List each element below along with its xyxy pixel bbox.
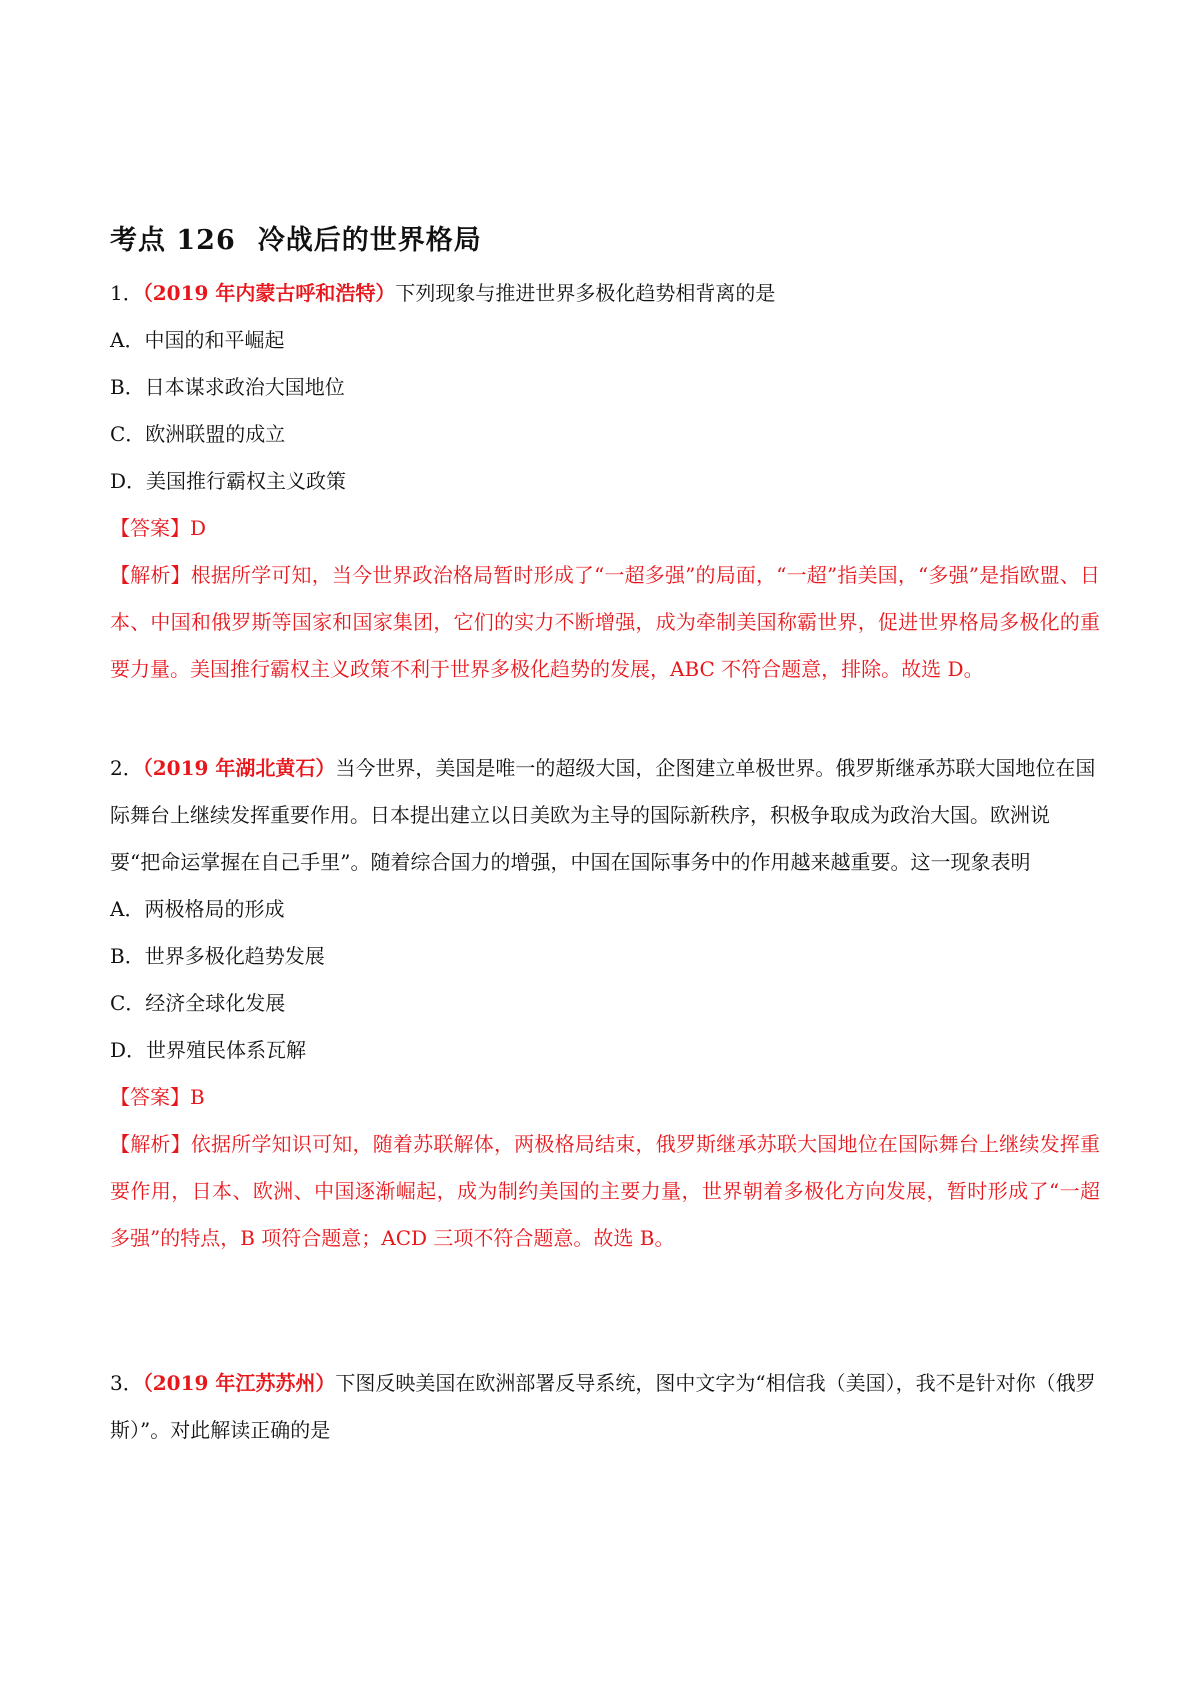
analysis-label: 【解析】	[110, 563, 191, 587]
question-source: （2019 年湖北黄石）	[142, 756, 336, 780]
question-2	[110, 745, 1100, 1262]
question-stem	[110, 1360, 1100, 1454]
section-title-text: 冷战后的世界格局	[257, 225, 482, 256]
analysis-text: 根据所学可知，当今世界政治格局暂时形成了“一超多强”的局面，“一超”指美国，“多强”是指欧盟、日本、中国和俄罗斯等国家和国家集团，它们的实力不断增强，成为牵制美国称霸世界，促进世界格局多极化的重要力量。美国推行霸权主义政策不利于世界多极化趋势的发展，ABC 不符合题意，排除。故选 D。	[110, 563, 1100, 681]
question-number: 3．	[110, 1371, 143, 1395]
question-number: 2．	[110, 756, 143, 780]
question-stem	[110, 745, 1100, 886]
option-a: A．两极格局的形成	[110, 897, 285, 921]
option-d: D．美国推行霸权主义政策	[110, 469, 347, 493]
question-stem	[110, 270, 1100, 317]
analysis	[110, 552, 1100, 693]
answer-label: 【答案】	[110, 1085, 190, 1109]
question-number: 1．	[110, 281, 143, 305]
question-text: 下列现象与推进世界多极化趋势相背离的是	[395, 281, 776, 305]
question-3	[110, 1360, 1100, 1454]
answer-label: 【答案】	[110, 516, 190, 540]
answer	[110, 1074, 1100, 1121]
analysis-label: 【解析】	[110, 1132, 191, 1156]
analysis	[110, 1121, 1100, 1262]
question-text: 当今世界，美国是唯一的超级大国，企图建立单极世界。俄罗斯继承苏联大国地位在国际舞台上继续发挥重要作用。日本提出建立以日美欧为主导的国际新秩序，积极争取成为政治大国。欧洲说要“把命运掌握在自己手里”。随着综合国力的增强，中国在国际事务中的作用越来越重要。这一现象表明	[110, 756, 1096, 874]
option-d: D．世界殖民体系瓦解	[110, 1038, 307, 1062]
question-text: 下图反映美国在欧洲部署反导系统，图中文字为“相信我（美国），我不是针对你（俄罗斯）”。对此解读正确的是	[110, 1371, 1096, 1442]
answer-value: B	[190, 1085, 205, 1109]
option-b: B．日本谋求政治大国地位	[110, 375, 345, 399]
question-source: （2019 年江苏苏州）	[142, 1371, 336, 1395]
option-b: B．世界多极化趋势发展	[110, 944, 325, 968]
option-c: C．欧洲联盟的成立	[110, 422, 286, 446]
answer	[110, 505, 1100, 552]
option-c: C．经济全球化发展	[110, 991, 286, 1015]
question-1	[110, 270, 1100, 693]
section-number: 考点 126	[110, 225, 236, 256]
option-a: A．中国的和平崛起	[110, 328, 285, 352]
question-source: （2019 年内蒙古呼和浩特）	[142, 281, 396, 305]
analysis-text: 依据所学知识可知，随着苏联解体，两极格局结束，俄罗斯继承苏联大国地位在国际舞台上继续发挥重要作用，日本、欧洲、中国逐渐崛起，成为制约美国的主要力量，世界朝着多极化方向发展，暂时形成了“一超多强”的特点，B 项符合题意；ACD 三项不符合题意。故选 B。	[110, 1132, 1101, 1250]
answer-value: D	[190, 516, 207, 540]
section-title	[110, 218, 482, 257]
